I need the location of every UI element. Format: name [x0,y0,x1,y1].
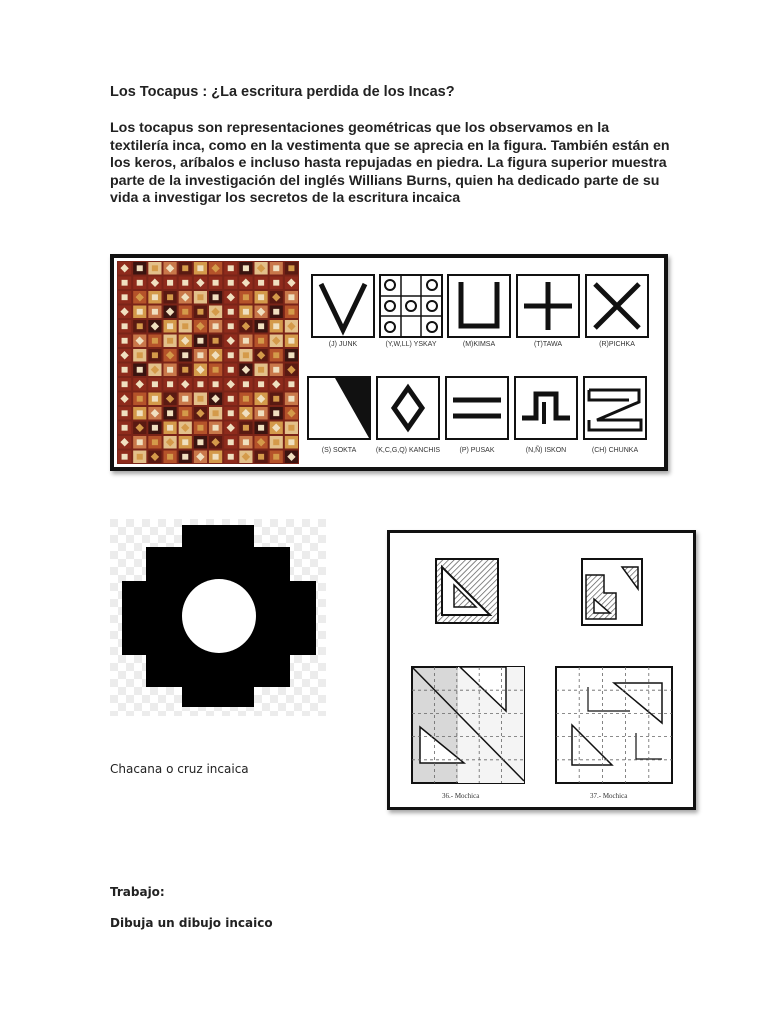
tocapu-label: (R)PICHKA [599,341,635,348]
plus-glyph-icon [516,274,580,338]
x-glyph-icon [585,274,649,338]
tocapu-kimsa [447,274,511,338]
tocapu-label: (K,C,G,Q) KANCHIS [375,447,441,454]
task-heading: Trabajo: [110,885,165,899]
tocapu-label: (T)TAWA [533,341,563,348]
tocapu-tawa [516,274,580,338]
tocapu-kanchis [376,376,440,440]
half-triangle-icon [307,376,371,440]
mochica-drawings [390,533,693,807]
intro-paragraph: Los tocapus son representaciones geométricas que los observamos en la textilería inca, como en la vestimenta que se aprecia en la figura. También están en los keros, aríbalos e incluso hasta repujadas en piedra. La figura superior muestra parte de la investigación del inglés Willians Burns, quien ha dedicado parte de su vida a investigar los secretos de la escritura incaica [110,120,670,206]
tocapu-junk [311,274,375,338]
circles-grid-icon [379,274,443,338]
double-bar-icon [445,376,509,440]
tocapu-sokta [307,376,371,440]
mochica-label-37: 37.- Mochica [590,792,628,800]
tocapu-label: (CH) CHUNKA [591,447,639,454]
tocapu-chunka [583,376,647,440]
tocapus-figure [110,254,668,471]
u-glyph-icon [447,274,511,338]
tocapu-yskay [379,274,443,338]
v-glyph-icon [311,274,375,338]
tocapu-pichka [585,274,649,338]
tocapu-iskon [514,376,578,440]
inca-tunic-image [117,261,299,464]
tocapu-label: (Y,W,LL) YSKAY [385,341,437,348]
tocapu-label: (S) SOKTA [321,447,357,454]
page-title: Los Tocapus : ¿La escritura perdida de los Incas? [110,84,455,100]
diamond-icon [376,376,440,440]
task-text: Dibuja un dibujo incaico [110,916,273,930]
tocapu-pusak [445,376,509,440]
mochica-label-36: 36.- Mochica [442,792,480,800]
step-wave-icon [514,376,578,440]
tocapu-label: (J) JUNK [328,341,358,348]
mochica-figure [387,530,696,810]
chakana-caption: Chacana o cruz incaica [110,762,249,776]
tocapu-label: (M)KIMSA [462,341,496,348]
tocapu-label: (P) PUSAK [459,447,495,454]
chakana-cross-image [110,519,326,716]
tocapu-label: (N,Ñ) ISKON [525,447,567,454]
z-glyph-icon [583,376,647,440]
